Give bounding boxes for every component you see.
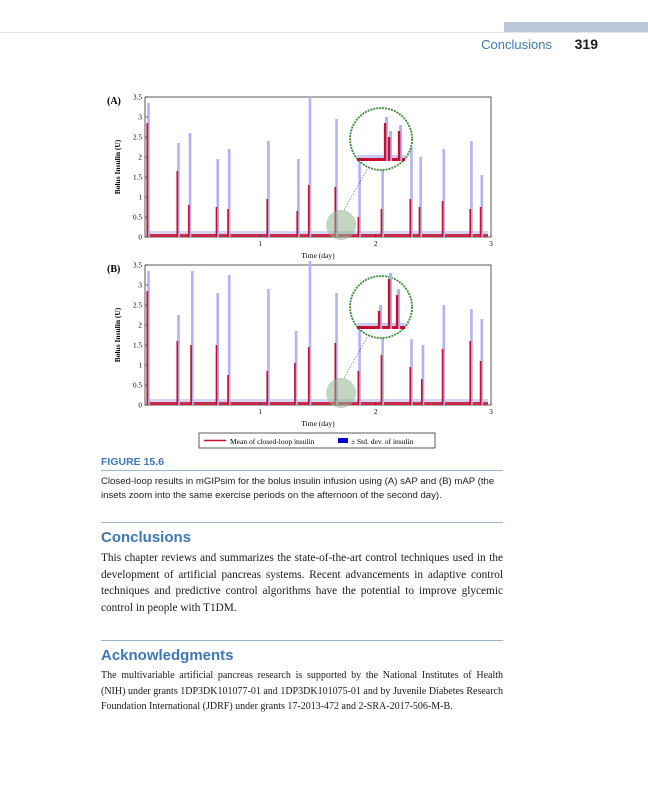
y-tick-label: 0.5 bbox=[133, 381, 142, 390]
x-tick-label: 2 bbox=[373, 408, 378, 416]
y-tick-label: 3.5 bbox=[133, 261, 142, 270]
y-tick-label: 2.5 bbox=[133, 301, 142, 310]
running-head: Conclusions bbox=[481, 37, 552, 52]
y-tick-label: 0 bbox=[138, 401, 142, 410]
y-tick-label: 3.5 bbox=[133, 93, 142, 102]
panel-a bbox=[107, 94, 493, 261]
y-axis-label: Bolus Insulin (U) bbox=[113, 307, 122, 363]
y-tick-label: 2.5 bbox=[133, 133, 142, 142]
panel-label: (A) bbox=[107, 96, 121, 107]
x-tick-label: 1 bbox=[258, 408, 263, 416]
y-tick-label: 1.5 bbox=[133, 173, 142, 182]
y-tick-label: 0.5 bbox=[133, 213, 142, 222]
figure-caption-text: Closed-loop results in mGIPsim for the bolus insulin infusion using (A) sAP and (B) mAP (the insets zoom into the same exercise periods on the afternoon of the second day). bbox=[101, 476, 495, 501]
y-axis-label: Bolus Insulin (U) bbox=[113, 139, 122, 195]
acknowledgments-body: The multivariable artificial pancreas research is supported by the National Institutes of Health (NIH) under grants 1DP3DK101077-01 and 1DP3DK101075-01 and by Juvenile Diabetes Research Foundation International (JDRF) under grants 17-2013-472 and 2-SRA-2017-506-M-B. bbox=[101, 670, 503, 712]
x-tick-label: 3 bbox=[489, 408, 493, 416]
figure-caption-label: FIGURE 15.6 bbox=[101, 456, 165, 468]
y-tick-label: 3 bbox=[138, 281, 142, 290]
y-tick-label: 1 bbox=[138, 361, 142, 370]
y-tick-label: 1.5 bbox=[133, 341, 142, 350]
y-tick-label: 0 bbox=[138, 233, 142, 242]
header-accent-bar bbox=[504, 22, 648, 32]
y-tick-label: 2 bbox=[138, 321, 142, 330]
acknowledgments-heading: Acknowledgments bbox=[101, 647, 234, 664]
conclusions-body: This chapter reviews and summarizes the state-of-the-art control techniques used in the development of artificial pancreas systems. Recent advancements in adaptive control techniques and predictive control algorithms have the potential to improve glycemic control in people with T1DM. bbox=[101, 552, 503, 614]
panel-label: (B) bbox=[107, 264, 121, 275]
legend-std-swatch bbox=[338, 438, 348, 443]
legend-std-label: ± Std. dev. of insulin bbox=[351, 437, 414, 446]
legend bbox=[199, 433, 435, 448]
conclusions-rule bbox=[101, 522, 503, 523]
figure-caption-rule bbox=[101, 470, 503, 471]
page-number: 319 bbox=[574, 36, 598, 52]
y-tick-label: 1 bbox=[138, 193, 142, 202]
x-tick-label: 1 bbox=[258, 240, 263, 248]
figure-15-6 bbox=[100, 88, 510, 453]
mean-baseline-band bbox=[148, 234, 488, 237]
acknowledgments-rule bbox=[101, 640, 503, 641]
x-tick-label: 3 bbox=[489, 240, 493, 248]
x-axis-label: Time (day) bbox=[301, 419, 335, 428]
plot-frame bbox=[145, 265, 491, 405]
panel-b bbox=[107, 261, 493, 428]
plot-frame bbox=[145, 97, 491, 237]
conclusions-heading: Conclusions bbox=[101, 529, 192, 546]
exercise-highlight bbox=[326, 210, 356, 240]
mean-baseline-band bbox=[148, 402, 488, 405]
header-rule bbox=[0, 32, 648, 33]
exercise-highlight bbox=[326, 378, 356, 408]
legend-mean-label: Mean of closed-loop insulin bbox=[230, 437, 315, 446]
y-tick-label: 2 bbox=[138, 153, 142, 162]
y-tick-label: 3 bbox=[138, 113, 142, 122]
x-axis-label: Time (day) bbox=[301, 251, 335, 260]
x-tick-label: 2 bbox=[373, 240, 378, 248]
